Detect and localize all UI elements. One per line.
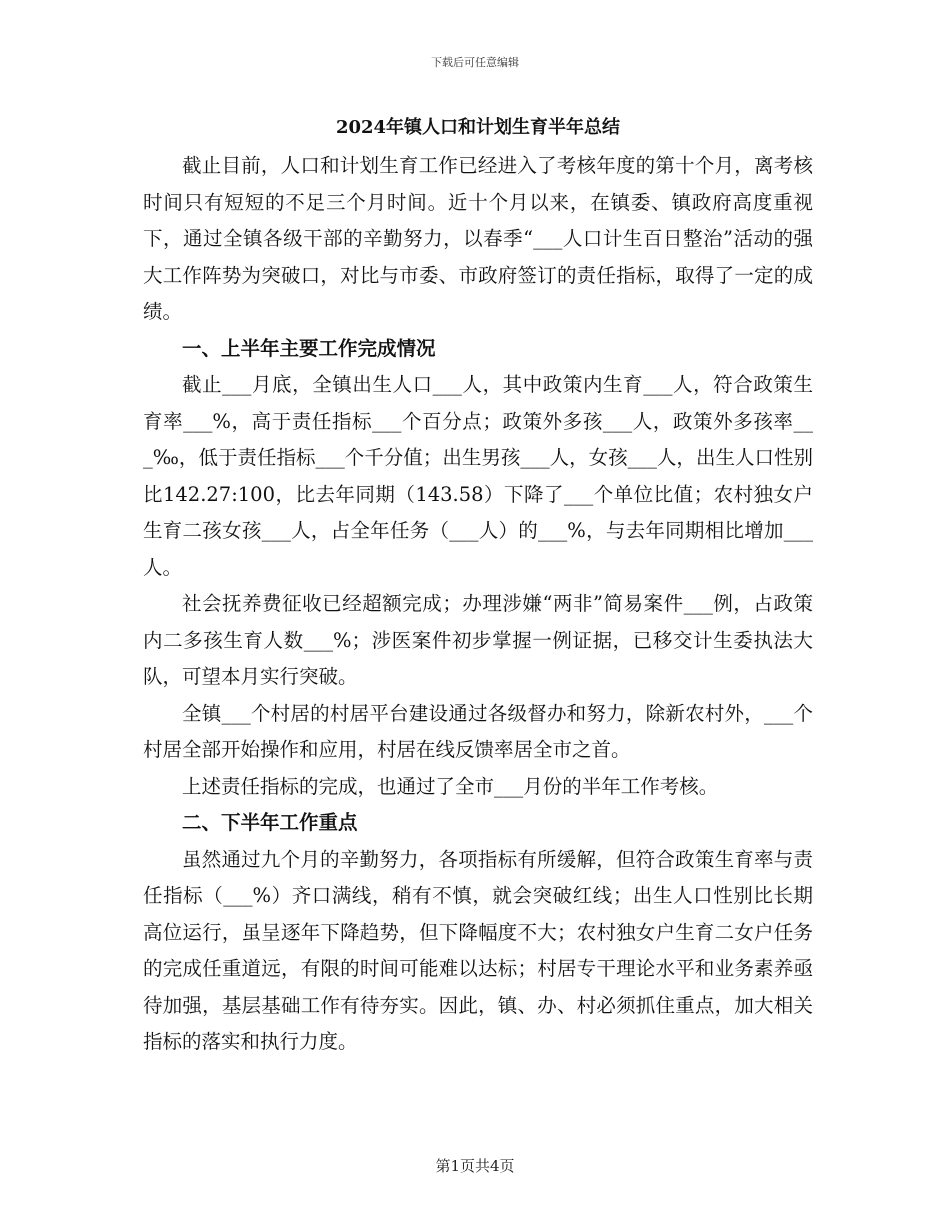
paragraph-social-fee: 社会抚养费征收已经超额完成；办理涉嫌“两非”简易案件___例，占政策内二多孩生育人数___%；涉医案件初步掌握一例证据，已移交计生委执法大队，可望本月实行突破。: [143, 592, 813, 688]
section-heading-2: 二、下半年工作重点: [182, 811, 358, 834]
paragraph-statistics: 截止___月底，全镇出生人口___人，其中政策内生育___人，符合政策生育率___%，高于责任指标___个百分点；政策外多孩___人，政策外多孩率___‰，低于责任指标___个千分值；出生男孩___人，女孩___人，出生人口性别比142.27:100，比去年同期（143.58）下降了___个单位比值；农村独女户生育二孩女孩___人，占全年任务（___人）的___%，与去年同期相比增加___人。: [143, 373, 813, 579]
page-footer: 第1页共4页: [435, 1157, 515, 1175]
paragraph-assessment: 上述责任指标的完成，也通过了全市___月份的半年工作考核。: [182, 774, 719, 798]
paragraph-key-work: 虽然通过九个月的辛勤努力，各项指标有所缓解，但符合政策生育率与责任指标（___%）齐口满线，稍有不慎，就会突破红线；出生人口性别比长期高位运行，虽呈逐年下降趋势，但下降幅度不大；农村独女户生育二女户任务的完成任重道远，有限的时间可能难以达标；村居专干理论水平和业务素养亟待加强，基层基础工作有待夯实。因此，镇、办、村必须抓住重点，加大相关指标的落实和执行力度。: [143, 847, 813, 1053]
paragraph-intro: 截止目前，人口和计划生育工作已经进入了考核年度的第十个月，离考核时间只有短短的不足三个月时间。近十个月以来，在镇委、镇政府高度重视下，通过全镇各级干部的辛勤努力，以春季“___人口计生百日整治”活动的强大工作阵势为突破口，对比与市委、市政府签订的责任指标，取得了一定的成绩。: [143, 154, 813, 323]
section-heading-1: 一、上半年主要工作完成情况: [182, 336, 436, 360]
header-note: 下载后可任意编辑: [431, 56, 519, 69]
document-title: 2024年镇人口和计划生育半年总结: [335, 117, 621, 138]
paragraph-platform: 全镇___个村居的村居平台建设通过各级督办和努力，除新农村外，___个村居全部开始操作和应用，村居在线反馈率居全市之首。: [143, 701, 813, 761]
document-body: [143, 110, 813, 1061]
